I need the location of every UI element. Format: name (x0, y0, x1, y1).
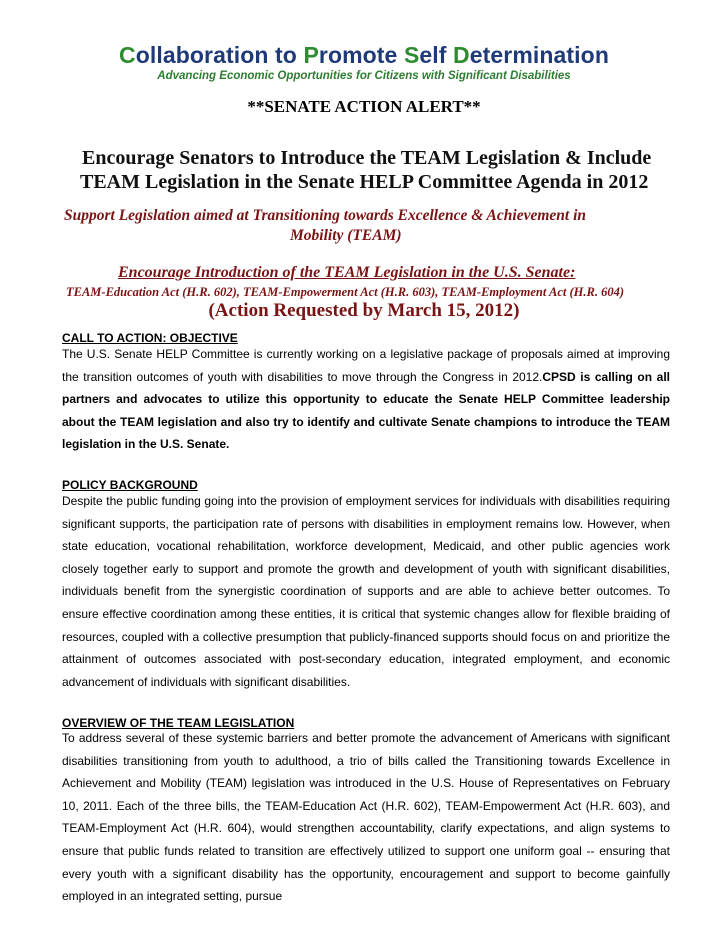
call-to-action-text: The U.S. Senate HELP Committee is currently working on a legislative package of proposals aimed at improving the transition outcomes of youth with disabilities to move through the Congress in 2012. (62, 347, 670, 384)
call-to-action-bold: CPSD is calling on all partners and advocates to utilize this opportunity to educate the Senate HELP Committee leadership about the TEAM legislation and also try to identify and cultivate Senate champions to introduce the TEAM legislation in the U.S. Senate. (62, 369, 671, 452)
support-line-1: Support Legislation aimed at Transitioning towards Excellence & Achievement in (64, 207, 587, 224)
support-line-2: Mobility (TEAM) (290, 227, 402, 244)
policy-background-title: POLICY BACKGROUND (62, 478, 198, 492)
team-overview-body: To address several of these systemic barriers and better promote the advancement of Americans with significant disabilities transitioning from youth to adulthood, a trio of bills called the Transitioning towards Excellence in Achievement and Mobility (TEAM) legislation was introduced in the U.S. House of Representatives on February 10, 2011. Each of the three bills, the TEAM-Education Act (H.R. 602), TEAM-Empowerment Act (H.R. 603), and TEAM-Employment Act (H.R. 604), would strengthen accountability, clarify expectations, and align systems to ensure that public funds related to transition are effectively utilized to support one uniform goal -- ensuring that every youth with a significant disability has the opportunity, encouragement and support to become gainfully employed in an integrated setting, pursue (62, 731, 670, 904)
org-title-text-3: elf (419, 42, 454, 68)
org-title-cap-s: S (403, 42, 420, 68)
org-tagline: Advancing Economic Opportunities for Citizens with Significant Disabilities (157, 70, 571, 82)
team-overview-title: OVERVIEW OF THE TEAM LEGISLATION (62, 716, 295, 730)
org-title (0, 42, 728, 69)
org-title-cap-p: P (303, 42, 319, 68)
headline-line-1: Encourage Senators to Introduce the TEAM Legislation & Include (82, 147, 652, 169)
org-title-cap-c: C (119, 42, 136, 68)
senate-action-alert: **SENATE ACTION ALERT** (247, 97, 481, 116)
org-title-text-4: etermination (469, 42, 609, 68)
policy-background-body: Despite the public funding going into the provision of employment services for individuals with disabilities requiring significant supports, the participation rate of persons with disabilities in employment remains low. However, when state education, vocational rehabilitation, workforce development, Medicaid, and other public agencies work closely together early to support and promote the growth and development of youth with significant disabilities, individuals benefit from the synergistic coordination of supports and are able to achieve better outcomes. To ensure effective coordination among these entities, it is critical that systemic changes allow for flexible braiding of resources, coupled with a collective presumption that publicly-financed supports should focus on and prioritize the attainment of outcomes associated with post-secondary education, integrated employment, and economic advancement of individuals with significant disabilities. (62, 494, 670, 689)
acts-list: TEAM-Education Act (H.R. 602), TEAM-Empowerment Act (H.R. 603), TEAM-Employment Act (H.R. 604) (66, 285, 624, 299)
org-title-cap-d: D (453, 42, 470, 68)
call-to-action-title: CALL TO ACTION: OBJECTIVE (62, 331, 238, 345)
org-title-text-1: ollaboration to (135, 42, 304, 68)
headline-line-2: TEAM Legislation in the Senate HELP Committee Agenda in 2012 (80, 171, 649, 193)
encourage-heading: Encourage Introduction of the TEAM Legislation in the U.S. Senate: (118, 264, 576, 281)
org-title-text-2: romote (318, 42, 404, 68)
call-to-action-body (62, 343, 670, 456)
action-requested-date: (Action Requested by March 15, 2012) (208, 300, 520, 321)
